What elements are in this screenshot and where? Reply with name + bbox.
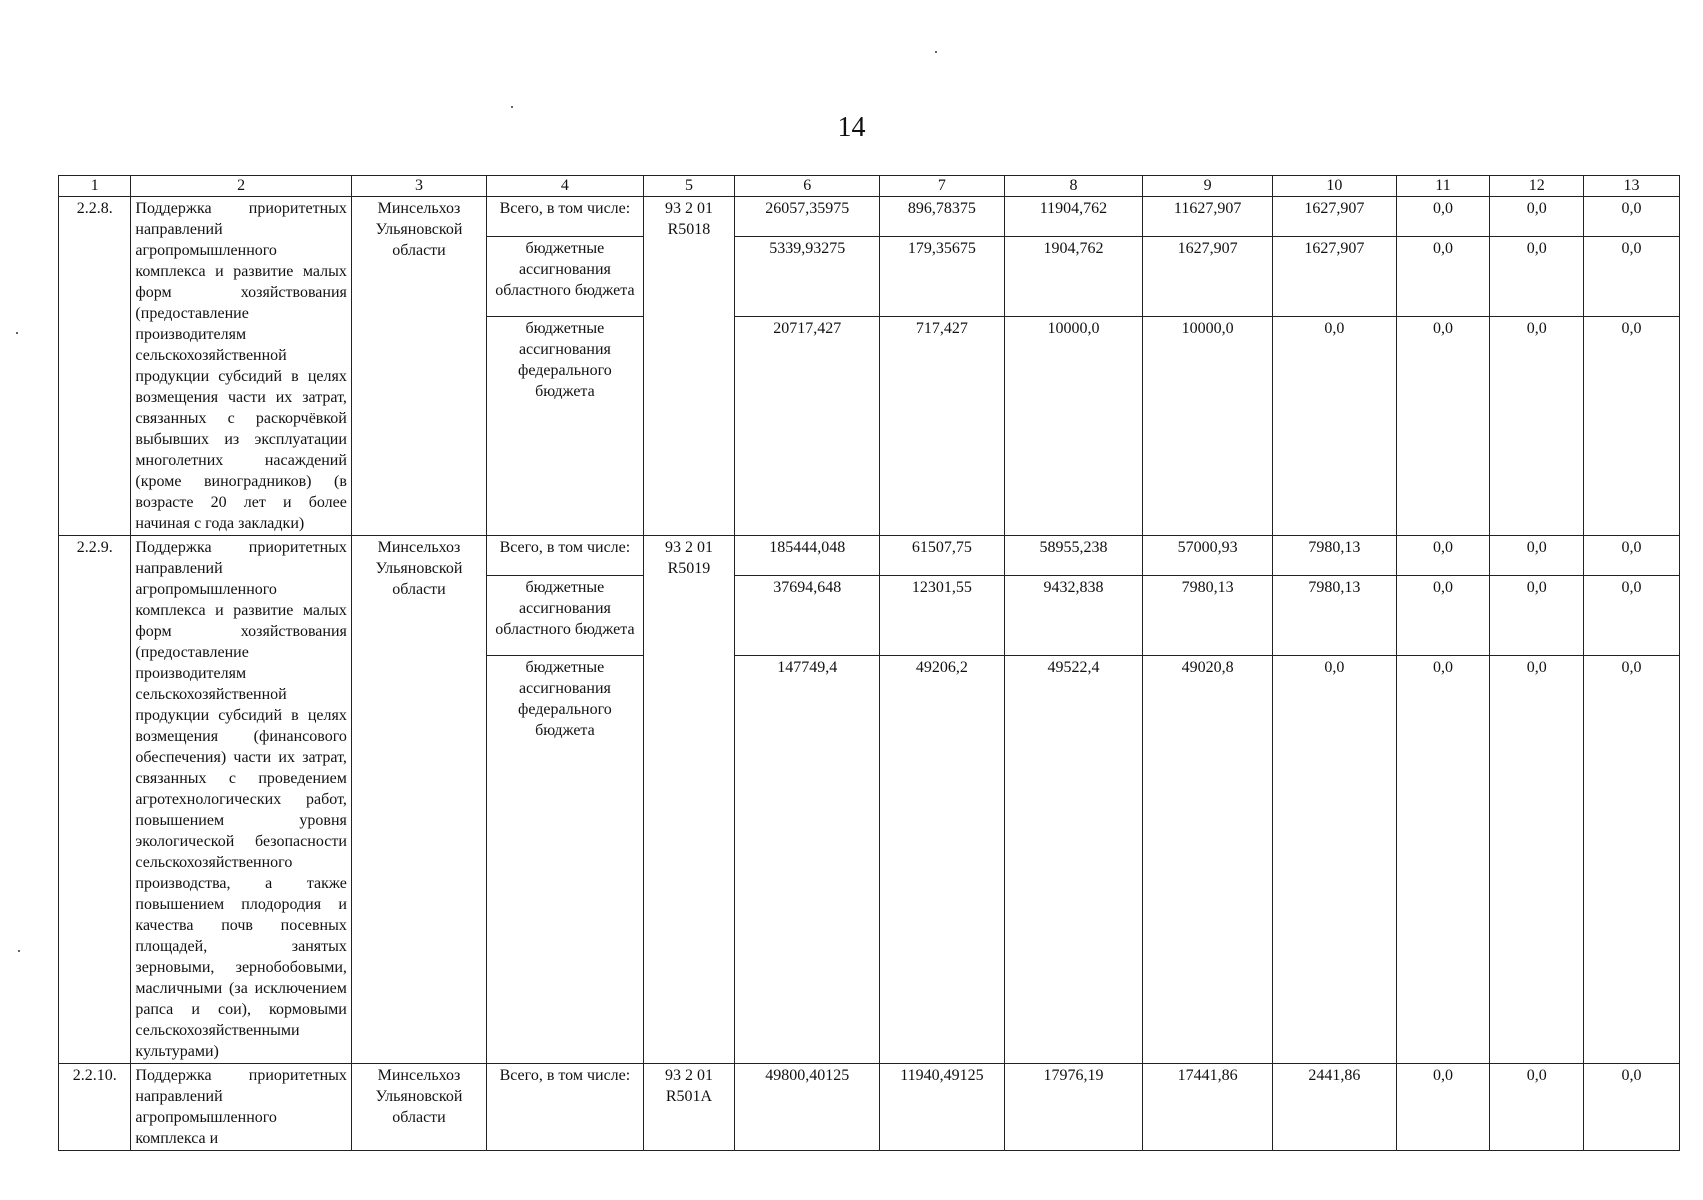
funding-source: Всего, в том числе:: [487, 197, 644, 237]
value-cell: 1627,907: [1273, 237, 1397, 317]
value-cell: 0,0: [1584, 317, 1680, 536]
column-header: 10: [1273, 176, 1397, 197]
value-cell: 0,0: [1273, 656, 1397, 1064]
value-cell: 0,0: [1584, 1064, 1680, 1151]
budget-table: [58, 175, 1680, 1151]
item-executor: Минсельхоз Ульяновской области: [351, 536, 486, 1064]
column-header: 13: [1584, 176, 1680, 197]
value-cell: 26057,35975: [735, 197, 880, 237]
value-cell: 11627,907: [1143, 197, 1273, 237]
value-cell: 11904,762: [1004, 197, 1142, 237]
value-cell: 17441,86: [1143, 1064, 1273, 1151]
value-cell: 49800,40125: [735, 1064, 880, 1151]
value-cell: 57000,93: [1143, 536, 1273, 576]
item-number: 2.2.8.: [59, 197, 131, 536]
value-cell: 9432,838: [1004, 576, 1142, 656]
value-cell: 0,0: [1490, 317, 1584, 536]
funding-source: бюджетные ассигнования федерального бюджета: [487, 317, 644, 536]
scan-speck: [16, 332, 18, 334]
value-cell: 717,427: [880, 317, 1005, 536]
value-cell: 7980,13: [1273, 576, 1397, 656]
column-number-row: [59, 176, 1680, 197]
value-cell: 37694,648: [735, 576, 880, 656]
value-cell: 20717,427: [735, 317, 880, 536]
column-header: 5: [643, 176, 735, 197]
value-cell: 0,0: [1396, 197, 1490, 237]
value-cell: 0,0: [1396, 1064, 1490, 1151]
value-cell: 1904,762: [1004, 237, 1142, 317]
value-cell: 61507,75: [880, 536, 1005, 576]
value-cell: 0,0: [1584, 656, 1680, 1064]
value-cell: 11940,49125: [880, 1064, 1005, 1151]
funding-source: бюджетные ассигнования областного бюджета: [487, 237, 644, 317]
value-cell: 0,0: [1584, 576, 1680, 656]
value-cell: 5339,93275: [735, 237, 880, 317]
value-cell: 0,0: [1584, 536, 1680, 576]
value-cell: 10000,0: [1143, 317, 1273, 536]
scan-speck: [935, 51, 937, 53]
column-header: 2: [131, 176, 351, 197]
table-row: [59, 1064, 1680, 1151]
budget-code: 93 2 01 R5018: [643, 197, 735, 536]
value-cell: 58955,238: [1004, 536, 1142, 576]
value-cell: 1627,907: [1273, 197, 1397, 237]
value-cell: 10000,0: [1004, 317, 1142, 536]
value-cell: 185444,048: [735, 536, 880, 576]
item-name: Поддержка приоритетных направлений агропромышленного комплекса и: [131, 1064, 351, 1151]
value-cell: 0,0: [1490, 656, 1584, 1064]
page-number: 14: [837, 112, 866, 143]
value-cell: 0,0: [1490, 536, 1584, 576]
table-row: [59, 197, 1680, 237]
column-header: 1: [59, 176, 131, 197]
value-cell: 2441,86: [1273, 1064, 1397, 1151]
column-header: 4: [487, 176, 644, 197]
value-cell: 49206,2: [880, 656, 1005, 1064]
value-cell: 0,0: [1490, 576, 1584, 656]
value-cell: 12301,55: [880, 576, 1005, 656]
column-header: 12: [1490, 176, 1584, 197]
budget-code: 93 2 01 R501A: [643, 1064, 735, 1151]
value-cell: 7980,13: [1143, 576, 1273, 656]
value-cell: 0,0: [1396, 576, 1490, 656]
item-number: 2.2.9.: [59, 536, 131, 1064]
value-cell: 0,0: [1490, 237, 1584, 317]
item-number: 2.2.10.: [59, 1064, 131, 1151]
column-header: 3: [351, 176, 486, 197]
item-name: Поддержка приоритетных направлений агропромышленного комплекса и развитие малых форм хозяйствования (предоставление производителям сельскохозяйственной продукции субсидий в целях возмещения части их затрат, связанных с раскорчёвкой выбывших из эксплуатации многолетних насаждений (кроме виноградников) (в возрасте 20 лет и более начиная с года закладки): [131, 197, 351, 536]
funding-source: Всего, в том числе:: [487, 1064, 644, 1151]
value-cell: 0,0: [1490, 1064, 1584, 1151]
value-cell: 179,35675: [880, 237, 1005, 317]
funding-source: бюджетные ассигнования областного бюджета: [487, 576, 644, 656]
value-cell: 0,0: [1396, 317, 1490, 536]
funding-source: Всего, в том числе:: [487, 536, 644, 576]
item-executor: Минсельхоз Ульяновской области: [351, 1064, 486, 1151]
item-executor: Минсельхоз Ульяновской области: [351, 197, 486, 536]
column-header: 6: [735, 176, 880, 197]
table-row: [59, 536, 1680, 576]
value-cell: 0,0: [1584, 237, 1680, 317]
value-cell: 147749,4: [735, 656, 880, 1064]
item-name: Поддержка приоритетных направлений агропромышленного комплекса и развитие малых форм хозяйствования (предоставление производителям сельскохозяйственной продукции субсидий в целях возмещения (финансового обеспечения) части их затрат, связанных с проведением агротехнологических работ, повышением уровня экологической безопасности сельскохозяйственного производства, а также повышением плодородия и качества почв посевных площадей, занятых зерновыми, зернобобовыми, масличными (за исключением рапса и сои), кормовыми сельскохозяйственными культурами): [131, 536, 351, 1064]
funding-source: бюджетные ассигнования федерального бюджета: [487, 656, 644, 1064]
scan-speck: [511, 106, 513, 108]
value-cell: 49522,4: [1004, 656, 1142, 1064]
value-cell: 17976,19: [1004, 1064, 1142, 1151]
value-cell: 896,78375: [880, 197, 1005, 237]
value-cell: 0,0: [1396, 237, 1490, 317]
scan-speck: [18, 950, 20, 952]
value-cell: 0,0: [1273, 317, 1397, 536]
column-header: 8: [1004, 176, 1142, 197]
value-cell: 0,0: [1584, 197, 1680, 237]
column-header: 9: [1143, 176, 1273, 197]
column-header: 11: [1396, 176, 1490, 197]
value-cell: 0,0: [1396, 656, 1490, 1064]
budget-code: 93 2 01 R5019: [643, 536, 735, 1064]
column-header: 7: [880, 176, 1005, 197]
value-cell: 7980,13: [1273, 536, 1397, 576]
value-cell: 0,0: [1396, 536, 1490, 576]
value-cell: 49020,8: [1143, 656, 1273, 1064]
value-cell: 0,0: [1490, 197, 1584, 237]
value-cell: 1627,907: [1143, 237, 1273, 317]
